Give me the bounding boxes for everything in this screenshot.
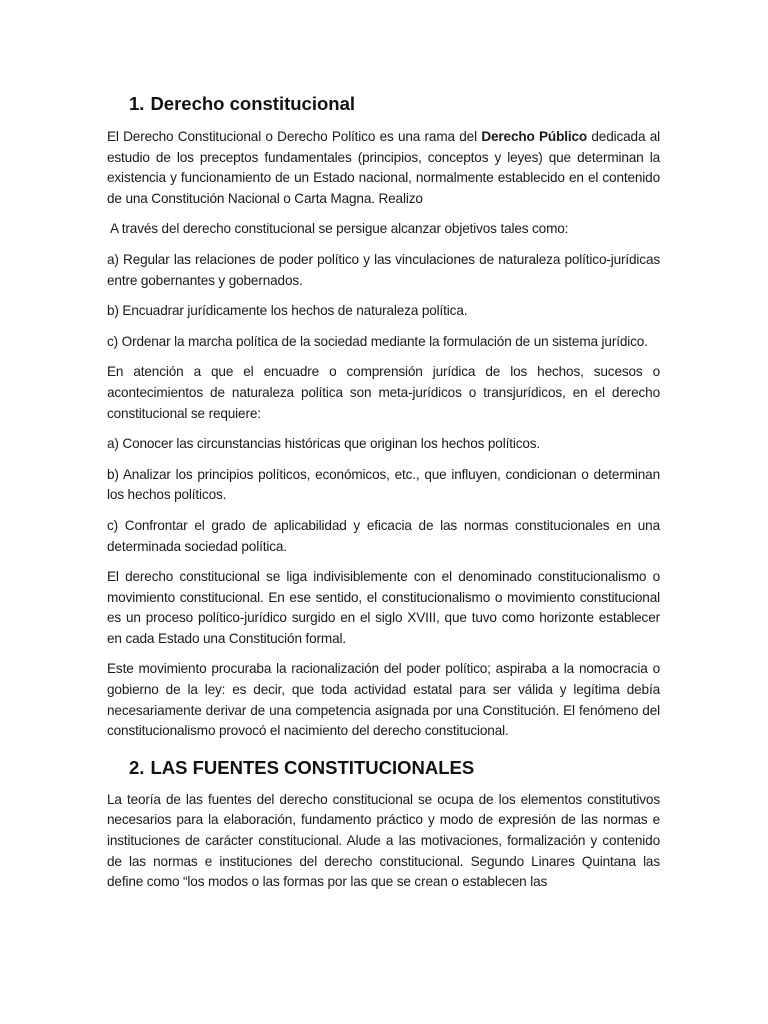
section-2-title: LAS FUENTES CONSTITUCIONALES [150,756,475,778]
section-2-heading [107,756,660,780]
objective-c: c) Ordenar la marcha política de la sociedad mediante la formulación de un sistema jurídico. [107,333,648,349]
objective-a: a) Regular las relaciones de poder político y las vinculaciones de naturaleza político-jurídicas entre gobernantes y gobernados. [107,251,660,288]
intro-paragraph [107,127,660,209]
objective-b: b) Encuadrar jurídicamente los hechos de naturaleza política. [107,303,468,319]
intro-text-start: El Derecho Constitucional o Derecho Político es una rama del [107,129,482,144]
intro-text-end: dedicada al estudio de los preceptos fundamentales (principios, conceptos y leyes) que determinan la existencia y funcionamiento de un Estado nacional, normalmente establecido en el contenido de una Constitución Nacional o Carta Magna. Realizo [107,129,660,206]
intro-bold-term: Derecho Público [481,129,588,144]
requirement-c: c) Confrontar el grado de aplicabilidad y eficacia de las normas constitucionales en una determinada sociedad política. [107,517,660,554]
section-1-title: Derecho constitucional [150,93,356,114]
constitucionalismo-paragraph: El derecho constitucional se liga indivisiblemente con el denominado constitucionalismo o movimiento constitucional. En ese sentido, el constitucionalismo o movimiento constitucional es un proceso político-jurídico surgido en el siglo XVIII, que tuvo como horizonte establecer en cada Estado una Constitución formal. [107,569,660,646]
section-1-heading [107,92,660,116]
requirement-a: a) Conocer las circunstancias históricas que originan los hechos políticos. [107,436,541,452]
section-2-number: 2. [129,756,145,778]
requirements-lead: En atención a que el encuadre o comprensión jurídica de los hechos, sucesos o acontecimientos de naturaleza política son meta-jurídicos o transjurídicos, en el derecho constitucional se requiere: [107,364,660,421]
objectives-lead: A través del derecho constitucional se persigue alcanzar objetivos tales como: [110,221,569,237]
section-1-number: 1. [129,93,145,114]
requirement-b: b) Analizar los principios políticos, económicos, etc., que influyen, condicionan o determinan los hechos políticos. [107,466,660,503]
movimiento-paragraph: Este movimiento procuraba la racionalización del poder político; aspiraba a la nomocracia o gobierno de la ley: es decir, que toda actividad estatal para ser válida y legítima debía necesariamente derivar de una competencia asignada por una Constitución. El fenómeno del constitucionalismo provocó el nacimiento del derecho constitucional. [107,661,660,739]
fuentes-paragraph: La teoría de las fuentes del derecho constitucional se ocupa de los elementos constitutivos necesarios para la elaboración, fundamento práctico y modo de expresión de las normas e instituciones de carácter constitucional. Alude a las motivaciones, formalización y contenido de las normas e instituciones del derecho constitucional. Segundo Linares Quintana las define como “los modos o las formas por las que se crean o establecen las [107,791,660,890]
